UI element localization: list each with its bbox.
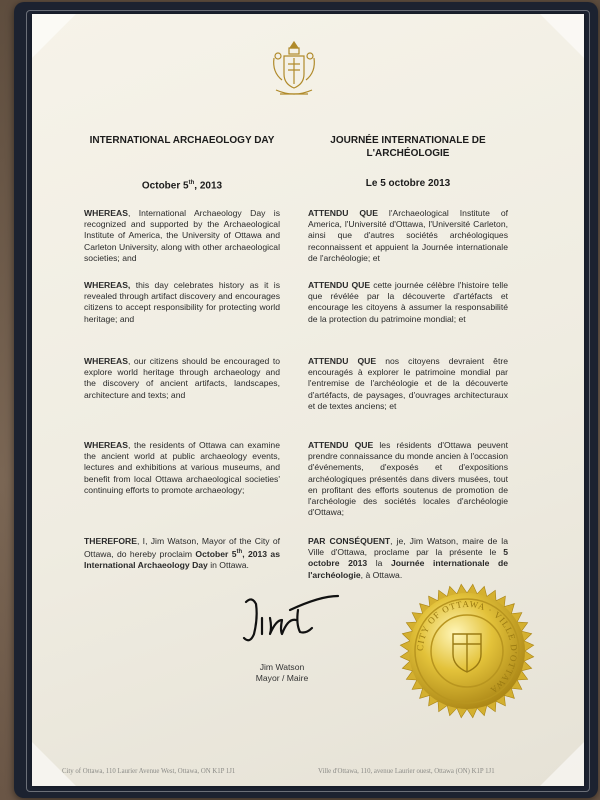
english-heading: INTERNATIONAL ARCHAEOLOGY DAY bbox=[89, 135, 275, 146]
english-date-year: , 2013 bbox=[194, 180, 223, 192]
whereas-label: WHEREAS bbox=[84, 208, 128, 218]
attendu-que-label: ATTENDU QUE bbox=[308, 440, 374, 450]
signatory-name: Jim Watson bbox=[259, 662, 305, 672]
french-paragraph-2 bbox=[308, 280, 508, 325]
attendu-que-label: ATTENDU QUE bbox=[308, 208, 378, 218]
french-heading-line-2: L'ARCHÉOLOGIE bbox=[366, 148, 450, 159]
french-paragraph-4 bbox=[308, 440, 508, 518]
paragraph-text: les résidents d'Ottawa peuvent prendre connaissance du monde ancien à l'occasion d'événements, d'exposés et d'expositions archéologiques présentés dans divers musées, tout en profitant des efforts soutenus de promotion de l'archéologie des sociétés locales d'archéologie d'Ottawa; bbox=[308, 440, 508, 518]
signatory bbox=[220, 662, 344, 684]
paragraph-text: this day celebrates history as it is revealed through artifact discovery and encourages citizens to accept responsibility for protecting world heritage; and bbox=[84, 280, 280, 324]
seal-text: CITY OF OTTAWA · VILLE D'OTTAWA bbox=[414, 598, 520, 696]
paragraph-text: , International Archaeology Day is recognized and supported by the Archaeological Institute of America, the University of Ottawa and Carleton University, along with other archaeological societies; and bbox=[84, 208, 280, 263]
english-date-text: October 5 bbox=[141, 180, 189, 192]
paragraph-text: , the residents of Ottawa can examine the ancient world at public archaeology events, lectures and exhibitions at various museums, and benefit from local Ottawa archaeological societies' continuing efforts to promote archaeology; bbox=[84, 440, 280, 495]
footer-address-french: Ville d'Ottawa, 110, avenue Laurier ouest, Ottawa (ON) K1P 1J1 bbox=[318, 768, 495, 775]
paragraph-text: in Ottawa. bbox=[207, 560, 249, 571]
paragraph-text: l'Archaeological Institute of America, l'Université d'Ottawa, l'Université Carleton, ainsi que d'autres sociétés archéologiques reconnaissent et appuient la Journée internationale de l'archéologie; et bbox=[308, 208, 508, 263]
paragraph-text: , I, Jim Watson, Mayor of the City of Ottawa, do hereby proclaim bbox=[84, 536, 280, 560]
french-date: Le 5 octobre 2013 bbox=[365, 178, 451, 189]
french-paragraph-1 bbox=[308, 208, 508, 264]
footer-address-english: City of Ottawa, 110 Laurier Avenue West, Ottawa, ON K1P 1J1 bbox=[62, 768, 236, 775]
french-paragraph-proclamation bbox=[308, 536, 508, 581]
attendu-que-label: ATTENDU QUE bbox=[308, 280, 371, 290]
proclaimed-day: , 2013 as International Archaeology Day bbox=[84, 549, 280, 571]
handwritten-signature bbox=[232, 588, 342, 648]
whereas-label: WHEREAS bbox=[84, 440, 128, 450]
french-heading-line-1: JOURNÉE INTERNATIONALE DE bbox=[330, 135, 486, 146]
english-paragraph-3 bbox=[84, 356, 280, 401]
proclaimed-day: Journée internationale de l'archéologie bbox=[308, 558, 508, 580]
paragraph-text: , je, Jim Watson, maire de la Ville d'Ottawa, proclame par la présente le bbox=[308, 536, 508, 558]
city-crest-icon bbox=[270, 40, 318, 102]
proclaimed-date-sup: th bbox=[236, 549, 243, 556]
english-date bbox=[84, 178, 280, 192]
english-paragraph-proclamation bbox=[84, 536, 280, 571]
therefore-label: THEREFORE bbox=[84, 536, 137, 546]
whereas-label: WHEREAS bbox=[84, 356, 128, 366]
attendu-que-label: ATTENDU QUE bbox=[308, 356, 377, 366]
french-paragraph-3 bbox=[308, 356, 508, 412]
english-paragraph-2 bbox=[84, 280, 280, 325]
english-paragraph-4 bbox=[84, 440, 280, 496]
proclaimed-date: 5 octobre 2013 bbox=[308, 547, 508, 569]
english-date-sup: th bbox=[188, 180, 195, 186]
gold-seal-icon bbox=[398, 582, 536, 720]
whereas-label: WHEREAS, bbox=[84, 280, 131, 290]
french-heading bbox=[308, 134, 508, 160]
paragraph-text: la bbox=[367, 558, 392, 569]
paragraph-text: , à Ottawa. bbox=[360, 569, 403, 580]
signatory-title: Mayor / Maire bbox=[255, 673, 309, 683]
paragraph-text: , our citizens should be encouraged to explore world heritage through archaeology and the discovery of ancient artifacts, landscapes, architecture and texts; and bbox=[84, 356, 280, 400]
par-consequent-label: PAR CONSÉQUENT bbox=[308, 536, 391, 546]
english-paragraph-1 bbox=[84, 208, 280, 264]
paragraph-text: cette journée célèbre l'histoire telle que révélée par la découverte d'artéfacts et encourage les citoyens à assumer la responsabilité de la protection du patrimoine mondial; et bbox=[308, 280, 508, 324]
proclaimed-date: October 5 bbox=[195, 549, 237, 560]
paragraph-text: nos citoyens devraient être encouragés à explorer le patrimoine mondial par l'entremise de l'archéologie et de la découverte d'artéfacts, de paysages, d'ouvrages architecturaux et de textes anciens; et bbox=[308, 356, 508, 411]
